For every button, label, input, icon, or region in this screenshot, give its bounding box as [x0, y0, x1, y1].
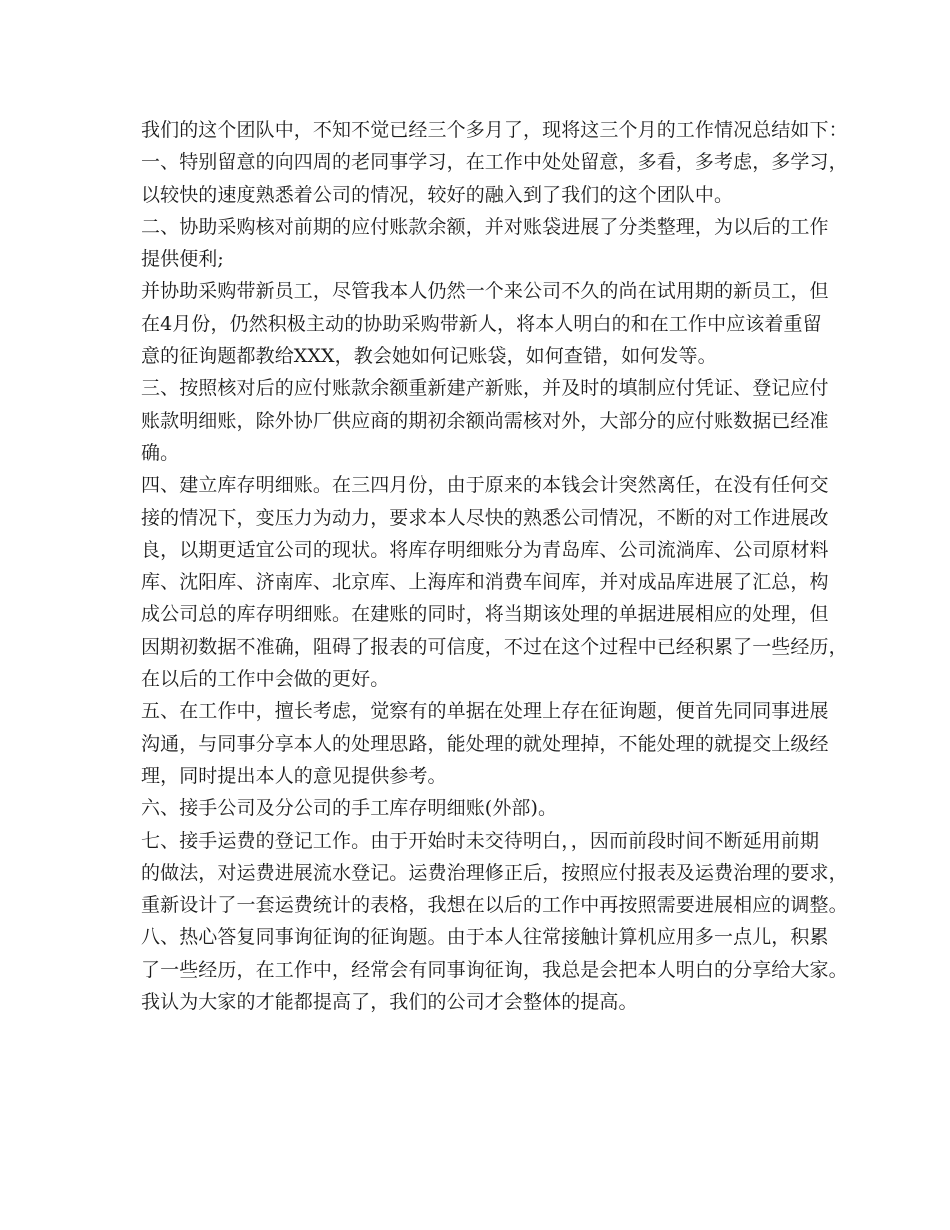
text-line: 五、在工作中，擅长考虑，觉察有的单据在处理上存在征询题，便首先同同事进展: [141, 700, 829, 723]
text-line: 成公司总的库存明细账。在建账的同时，将当期该处理的单据进展相应的处理，但: [141, 603, 829, 626]
text-line: 因期初数据不准确，阻碍了报表的可信度，不过在这个过程中已经积累了一些经历，: [141, 635, 848, 658]
text-line: 我们的这个团队中，不知不觉已经三个多月了，现将这三个月的工作情况总结如下：: [141, 119, 848, 141]
text-line: 在以后的工作中会做的更好。: [141, 668, 390, 691]
text-line: 重新设计了一套运费统计的表格，我想在以后的工作中再按照需要进展相应的调整。: [141, 894, 848, 917]
text-line: 意的征询题都教给XXX，教会她如何记账袋，如何查错，如何发等。: [141, 345, 717, 368]
text-line: 库、沈阳库、济南库、北京库、上海库和消费车间库，并对成品库进展了汇总，构: [141, 571, 829, 594]
text-line: 沟通，与同事分享本人的处理思路，能处理的就处理掉，不能处理的就提交上级经: [141, 732, 829, 755]
text-line: 七、接手运费的登记工作。由于开始时未交待明白，，因而前段时间不断延用前期: [141, 829, 820, 852]
text-line: 二、协助采购核对前期的应付账款余额，并对账袋进展了分类整理，为以后的工作: [141, 215, 829, 238]
text-line: 四、建立库存明细账。在三四月份，由于原来的本钱会计突然离任，在没有任何交: [141, 474, 829, 497]
text-line: 以较快的速度熟悉着公司的情况，较好的融入到了我们的这个团队中。: [141, 183, 734, 206]
document-body: [141, 114, 848, 1018]
text-line: 良，以期更适宜公司的现状。将库存明细账分为青岛库、公司流淌库、公司原材料: [141, 538, 829, 561]
text-line: 提供便利;: [141, 248, 224, 271]
text-line: 三、按照核对后的应付账款余额重新建产新账，并及时的填制应付凭证、登记应付: [141, 377, 829, 400]
text-line: 理，同时提出本人的意见提供参考。: [141, 764, 447, 787]
text-line: 确。: [141, 441, 180, 464]
text-line: 的做法，对运费进展流水登记。运费治理修正后，按照应付报表及运费治理的要求，: [141, 861, 848, 884]
text-line: 账款明细账，除外协厂供应商的期初余额尚需核对外，大部分的应付账数据已经准: [141, 409, 829, 432]
text-line: 我认为大家的才能都提高了，我们的公司才会整体的提高。: [141, 991, 638, 1014]
text-line: 了一些经历，在工作中，经常会有同事询征询，我总是会把本人明白的分享给大家。: [141, 958, 848, 981]
text-line: 在4月份，仍然积极主动的协助采购带新人，将本人明白的和在工作中应该着重留: [141, 312, 822, 335]
text-line: 六、接手公司及分公司的手工库存明细账(外部)。: [141, 797, 558, 820]
text-line: 并协助采购带新员工，尽管我本人仍然一个来公司不久的尚在试用期的新员工，但: [141, 280, 829, 303]
text-line: 一、特别留意的向四周的老同事学习，在工作中处处留意，多看，多考虑，多学习，: [141, 151, 848, 174]
text-line: 接的情况下，变压力为动力，要求本人尽快的熟悉公司情况，不断的对工作进展改: [141, 506, 829, 529]
text-line: 八、热心答复同事询征询的征询题。由于本人往常接触计算机应用多一点儿，积累: [141, 926, 829, 949]
